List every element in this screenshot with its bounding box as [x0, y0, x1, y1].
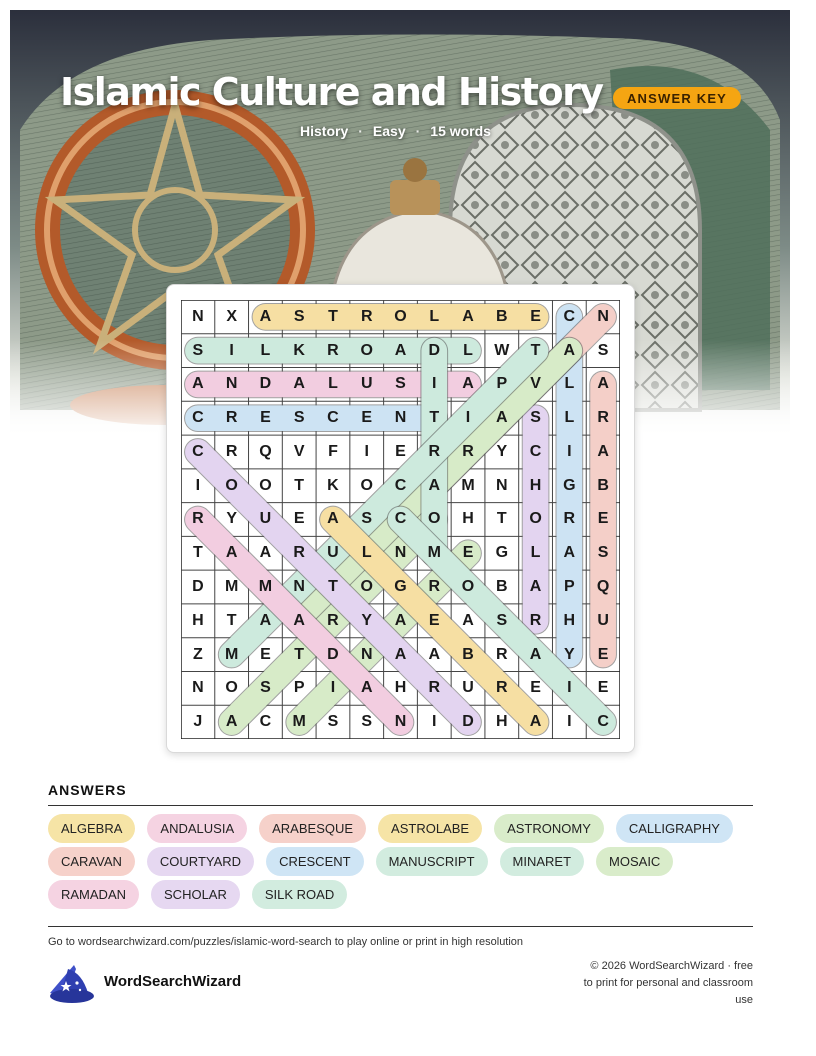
- answer-pill: MANUSCRIPT: [376, 847, 488, 876]
- grid-cell: M: [224, 578, 239, 596]
- grid-cell: T: [429, 409, 440, 427]
- grid-cell: L: [564, 409, 575, 427]
- grid-cell: E: [361, 409, 373, 427]
- grid-cell: N: [394, 409, 407, 427]
- page-title: Islamic Culture and History: [60, 70, 603, 114]
- grid-cell: C: [192, 442, 204, 460]
- grid-cell: E: [530, 679, 541, 697]
- grid-cell: S: [293, 307, 305, 325]
- grid-cell: I: [195, 476, 201, 494]
- meta-difficulty: Easy: [372, 123, 406, 139]
- grid-cell: M: [461, 476, 475, 494]
- grid-cell: R: [428, 442, 441, 460]
- grid-cell: N: [394, 544, 407, 562]
- grid-cell: A: [529, 645, 542, 663]
- grid-cell: Y: [361, 611, 373, 629]
- grid-cell: F: [328, 442, 338, 460]
- grid-cell: O: [225, 679, 238, 697]
- grid-cell: A: [428, 476, 441, 494]
- play-online-link[interactable]: Go to wordsearchwizard.com/puzzles/islamic-word-search to play online or print in high resolution: [48, 936, 524, 948]
- grid-cell: Z: [192, 645, 203, 663]
- grid-cell: A: [496, 409, 508, 427]
- grid-cell: G: [495, 544, 509, 562]
- grid-cell: I: [432, 375, 437, 393]
- grid-cell: R: [428, 578, 441, 596]
- grid-cell: B: [496, 307, 508, 325]
- answer-pill: SILK ROAD: [252, 880, 347, 909]
- grid-cell: O: [529, 510, 542, 528]
- answer-pill: MINARET: [500, 847, 585, 876]
- grid-cell: L: [260, 341, 271, 359]
- grid-cell: N: [192, 679, 204, 697]
- grid-cell: U: [259, 510, 272, 528]
- grid-cell: C: [597, 713, 609, 731]
- grid-cell: P: [293, 679, 305, 697]
- grid-cell: R: [496, 645, 508, 663]
- grid-cell: W: [494, 341, 510, 359]
- answer-pill: CALLIGRAPHY: [616, 814, 733, 843]
- grid-cell: H: [462, 510, 474, 528]
- grid-cell: E: [462, 544, 474, 562]
- meta-category: History: [300, 123, 349, 139]
- grid-cell: M: [224, 645, 239, 663]
- grid-cell: M: [292, 713, 306, 731]
- answer-pill: MOSAIC: [596, 847, 673, 876]
- grid-cell: I: [432, 713, 437, 731]
- grid-cell: E: [597, 645, 609, 663]
- grid-cell: E: [293, 510, 305, 528]
- grid-cell: K: [293, 341, 305, 359]
- grid-cell: O: [461, 578, 475, 596]
- answers-list: [48, 814, 758, 909]
- answer-pill: CRESCENT: [266, 847, 364, 876]
- grid-cell: V: [293, 442, 305, 460]
- grid-cell: A: [225, 544, 238, 562]
- grid-cell: A: [597, 375, 609, 393]
- grid-cell: Y: [496, 442, 508, 460]
- answer-pill: ANDALUSIA: [147, 814, 247, 843]
- grid-cell: N: [192, 307, 204, 325]
- grid-cell: A: [293, 375, 305, 393]
- grid-cell: T: [530, 341, 541, 359]
- grid-cell: R: [428, 679, 441, 697]
- grid-cell: R: [462, 442, 474, 460]
- divider: [48, 805, 753, 806]
- grid-cell: A: [192, 375, 204, 393]
- grid-cell: A: [462, 307, 474, 325]
- grid-cell: R: [225, 442, 238, 460]
- grid-cell: K: [327, 476, 339, 494]
- grid-cell: U: [462, 679, 474, 697]
- grid-cell: C: [259, 713, 272, 731]
- grid-cell: T: [294, 476, 305, 494]
- grid-cell: I: [330, 679, 336, 697]
- grid-cell: V: [530, 375, 541, 393]
- grid-cell: G: [394, 578, 407, 596]
- grid-cell: A: [360, 679, 373, 697]
- grid-cell: I: [567, 713, 572, 731]
- answer-pill: ALGEBRA: [48, 814, 135, 843]
- grid-cell: U: [360, 375, 373, 393]
- grid-cell: S: [293, 409, 305, 427]
- grid-cell: A: [394, 341, 407, 359]
- grid-cell: L: [564, 375, 575, 393]
- grid-cell: R: [293, 544, 305, 562]
- grid-cell: A: [259, 611, 272, 629]
- grid-cell: S: [260, 679, 271, 697]
- answer-pill: CARAVAN: [48, 847, 135, 876]
- grid-cell: H: [192, 611, 204, 629]
- grid-cell: D: [428, 341, 441, 359]
- grid-cell: U: [597, 611, 609, 629]
- grid-cell: T: [496, 510, 507, 528]
- grid-cell: T: [192, 544, 203, 562]
- grid-cell: L: [463, 341, 473, 359]
- grid-cell: Q: [596, 578, 610, 596]
- grid-cell: A: [462, 611, 474, 629]
- grid-cell: E: [428, 611, 440, 629]
- grid-cell: H: [394, 679, 407, 697]
- grid-cell: O: [259, 476, 272, 494]
- grid-cell: Y: [564, 645, 575, 663]
- grid-cell: A: [225, 713, 238, 731]
- grid-cell: N: [293, 578, 305, 596]
- grid-cell: B: [496, 578, 508, 596]
- grid-cell: S: [361, 510, 373, 528]
- grid-cell: E: [597, 679, 609, 697]
- answer-pill: RAMADAN: [48, 880, 139, 909]
- grid-cell: P: [496, 375, 508, 393]
- grid-cell: U: [327, 544, 339, 562]
- wizard-hat-icon: [46, 963, 94, 1010]
- grid-cell: H: [496, 713, 508, 731]
- word-search-grid: [181, 300, 620, 739]
- meta-separator: ·: [358, 123, 363, 139]
- grid-cell: B: [462, 645, 474, 663]
- grid-cell: T: [328, 578, 338, 596]
- grid-cell: O: [394, 307, 407, 325]
- grid-cell: D: [259, 375, 272, 393]
- grid-cell: A: [563, 544, 576, 562]
- brand-name: WordSearchWizard: [104, 973, 242, 990]
- grid-cell: R: [225, 409, 238, 427]
- grid-cell: A: [259, 307, 272, 325]
- grid-cell: I: [364, 442, 369, 460]
- grid-cell: A: [327, 510, 339, 528]
- grid-cell: R: [192, 510, 204, 528]
- grid-cell: O: [360, 578, 373, 596]
- grid-cell: G: [563, 476, 576, 494]
- grid-cell: R: [327, 341, 339, 359]
- answer-key-badge: ANSWER KEY: [613, 87, 741, 109]
- grid-cell: S: [597, 544, 609, 562]
- grid-cell: E: [597, 510, 609, 528]
- grid-cell: A: [394, 611, 407, 629]
- grid-cell: A: [259, 544, 272, 562]
- grid-cell: A: [428, 645, 441, 663]
- grid-cell: R: [360, 307, 373, 325]
- grid-cell: M: [258, 578, 273, 596]
- letter-grid: [181, 300, 620, 739]
- grid-cell: R: [563, 510, 576, 528]
- grid-cell: M: [427, 544, 441, 562]
- grid-cell: E: [260, 409, 271, 427]
- grid-cell: T: [328, 307, 338, 325]
- grid-cell: Q: [259, 442, 272, 460]
- grid-cell: S: [327, 713, 339, 731]
- grid-cell: L: [429, 307, 440, 325]
- grid-cell: A: [563, 341, 576, 359]
- grid-cell: T: [294, 645, 305, 663]
- grid-cell: O: [428, 510, 441, 528]
- grid-cell: L: [361, 544, 372, 562]
- answer-pill: COURTYARD: [147, 847, 254, 876]
- answers-heading: ANSWERS: [48, 782, 127, 798]
- grid-cell: A: [529, 713, 542, 731]
- grid-cell: A: [529, 578, 542, 596]
- grid-cell: Y: [226, 510, 237, 528]
- grid-cell: N: [394, 713, 407, 731]
- grid-cell: S: [192, 341, 204, 359]
- grid-cell: A: [293, 611, 305, 629]
- grid-cell: I: [567, 442, 572, 460]
- grid-cell: E: [395, 442, 406, 460]
- answer-pill: ASTROLABE: [378, 814, 482, 843]
- grid-cell: D: [192, 578, 204, 596]
- meta-separator: ·: [415, 123, 421, 139]
- grid-cell: S: [395, 375, 406, 393]
- grid-cell: R: [529, 611, 542, 629]
- grid-cell: H: [529, 476, 542, 494]
- grid-cell: E: [530, 307, 541, 325]
- grid-cell: D: [327, 645, 339, 663]
- grid-cell: I: [229, 341, 234, 359]
- answer-pill: ASTRONOMY: [494, 814, 604, 843]
- answer-pill: ARABESQUE: [259, 814, 366, 843]
- grid-cell: A: [394, 645, 407, 663]
- meta-word-count: 15 words: [430, 123, 491, 139]
- grid-cell: O: [360, 476, 373, 494]
- grid-cell: R: [597, 409, 609, 427]
- grid-cell: I: [465, 409, 471, 427]
- puzzle-meta: [300, 123, 491, 139]
- grid-cell: A: [462, 375, 474, 393]
- grid-cell: D: [462, 713, 474, 731]
- grid-cell: N: [597, 307, 609, 325]
- grid-cell: O: [360, 341, 373, 359]
- grid-cell: O: [225, 476, 238, 494]
- grid-cell: L: [530, 544, 541, 562]
- grid-cell: J: [193, 713, 203, 731]
- grid-cell: C: [563, 307, 576, 325]
- answer-pill: SCHOLAR: [151, 880, 240, 909]
- grid-cell: S: [496, 611, 508, 629]
- grid-cell: I: [567, 679, 572, 697]
- copyright-text: © 2026 WordSearchWizard · free to print for personal and classroom use: [583, 960, 753, 1006]
- grid-cell: N: [496, 476, 508, 494]
- grid-cell: X: [226, 307, 237, 325]
- grid-cell: C: [394, 510, 407, 528]
- grid-cell: R: [327, 611, 339, 629]
- grid-cell: L: [328, 375, 338, 393]
- grid-cell: N: [360, 645, 373, 663]
- grid-cell: P: [564, 578, 575, 596]
- grid-cell: E: [260, 645, 271, 663]
- grid-cell: C: [192, 409, 204, 427]
- grid-cell: B: [597, 476, 609, 494]
- grid-cell: S: [530, 409, 541, 427]
- grid-cell: H: [563, 611, 576, 629]
- divider: [48, 926, 753, 927]
- grid-cell: T: [226, 611, 237, 629]
- grid-cell: C: [394, 476, 407, 494]
- grid-cell: C: [327, 409, 339, 427]
- grid-cell: S: [361, 713, 373, 731]
- grid-cell: S: [597, 341, 609, 359]
- grid-cell: N: [225, 375, 238, 393]
- grid-cell: R: [496, 679, 508, 697]
- grid-cell: C: [529, 442, 542, 460]
- grid-cell: A: [597, 442, 609, 460]
